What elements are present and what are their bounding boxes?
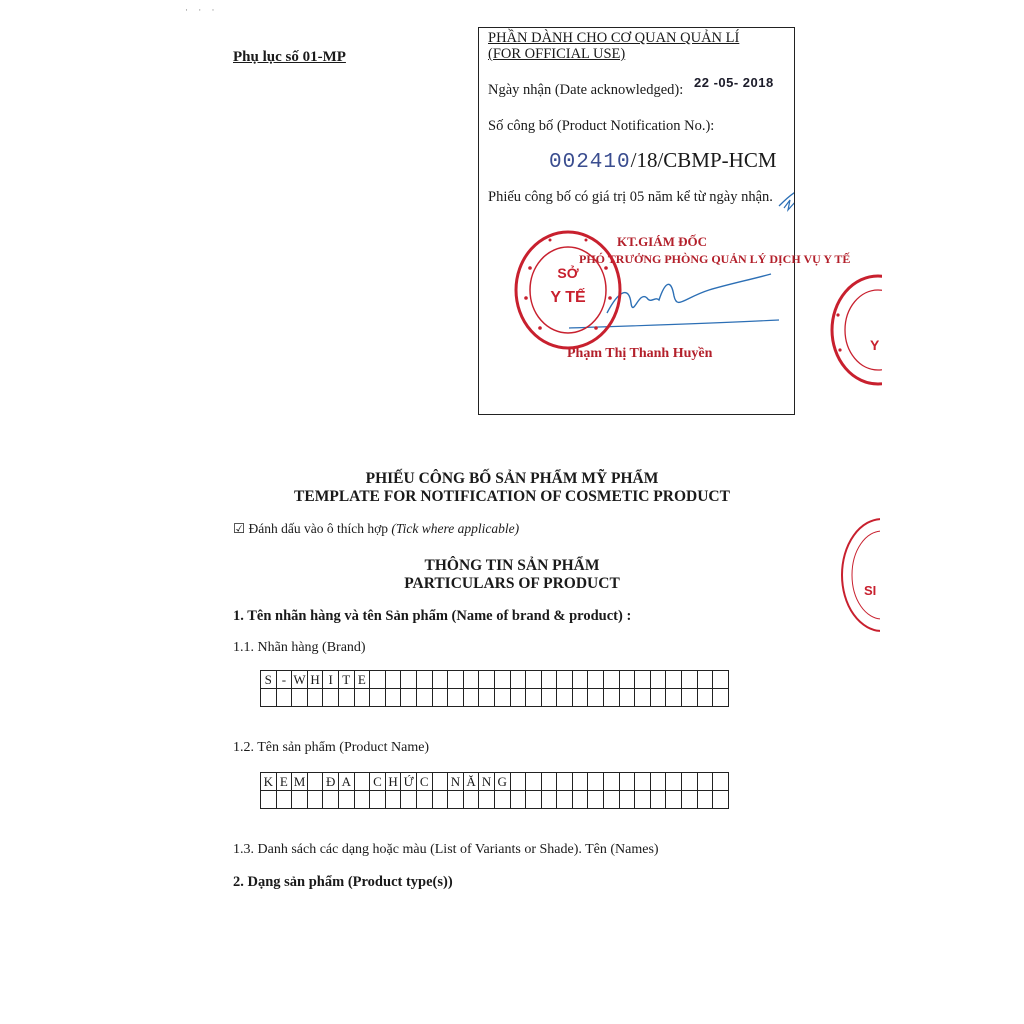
grid-cell bbox=[479, 671, 495, 689]
grid-cell bbox=[526, 671, 542, 689]
grid-cell: T bbox=[338, 671, 354, 689]
grid-cell bbox=[619, 791, 635, 809]
grid-cell bbox=[494, 689, 510, 707]
grid-cell: A bbox=[338, 773, 354, 791]
grid-cell bbox=[526, 773, 542, 791]
title-vietnamese: PHIẾU CÔNG BỐ SẢN PHẨM MỸ PHẨM bbox=[365, 470, 659, 487]
grid-cell bbox=[385, 671, 401, 689]
grid-cell bbox=[354, 791, 370, 809]
date-acknowledged-value: 22 -05- 2018 bbox=[694, 75, 774, 90]
item-1-1-label: 1.1. Nhãn hàng (Brand) bbox=[233, 640, 366, 655]
grid-cell: C bbox=[370, 773, 386, 791]
grid-cell bbox=[307, 773, 323, 791]
grid-cell bbox=[541, 791, 557, 809]
grid-cell bbox=[666, 791, 682, 809]
grid-cell bbox=[370, 689, 386, 707]
grid-cell bbox=[448, 671, 464, 689]
grid-cell bbox=[713, 671, 729, 689]
grid-cell bbox=[557, 671, 573, 689]
signer-title-2: PHÓ TRƯỞNG PHÒNG QUẢN LÝ DỊCH VỤ Y TẾ bbox=[579, 252, 851, 266]
appendix-label: Phụ lục số 01-MP bbox=[233, 49, 346, 65]
svg-text:Y: Y bbox=[870, 337, 880, 353]
grid-cell: Ă bbox=[463, 773, 479, 791]
signer-name: Phạm Thị Thanh Huyền bbox=[567, 346, 713, 361]
official-heading-vn: PHẦN DÀNH CHO CƠ QUAN QUẢN LÍ bbox=[488, 30, 740, 46]
seal-center-line-1: SỞ bbox=[557, 265, 579, 281]
official-red-seal bbox=[510, 228, 630, 358]
grid-cell: H bbox=[385, 773, 401, 791]
grid-cell bbox=[682, 689, 698, 707]
grid-cell bbox=[557, 773, 573, 791]
grid-cell bbox=[510, 773, 526, 791]
grid-cell bbox=[261, 689, 277, 707]
grid-row bbox=[261, 773, 729, 791]
grid-cell: K bbox=[261, 773, 277, 791]
grid-cell: G bbox=[494, 773, 510, 791]
grid-cell bbox=[401, 791, 417, 809]
grid-cell bbox=[635, 791, 651, 809]
grid-cell bbox=[354, 689, 370, 707]
notification-number-stamped: 002410 bbox=[549, 151, 631, 174]
grid-cell bbox=[479, 689, 495, 707]
grid-cell bbox=[697, 689, 713, 707]
grid-cell bbox=[619, 689, 635, 707]
validity-note: Phiếu công bố có giá trị 05 năm kể từ ngày nhận. bbox=[488, 189, 773, 205]
grid-row bbox=[261, 689, 729, 707]
grid-cell bbox=[619, 671, 635, 689]
grid-cell: M bbox=[292, 773, 308, 791]
grid-cell bbox=[276, 791, 292, 809]
grid-cell bbox=[432, 671, 448, 689]
grid-cell bbox=[666, 773, 682, 791]
grid-cell bbox=[557, 689, 573, 707]
grid-cell bbox=[401, 689, 417, 707]
grid-cell bbox=[494, 671, 510, 689]
grid-cell bbox=[666, 689, 682, 707]
grid-cell: N bbox=[479, 773, 495, 791]
grid-cell bbox=[385, 689, 401, 707]
tick-note bbox=[233, 521, 519, 537]
grid-cell: - bbox=[276, 671, 292, 689]
grid-cell bbox=[697, 773, 713, 791]
grid-cell bbox=[416, 689, 432, 707]
grid-cell bbox=[572, 773, 588, 791]
particulars-vietnamese: THÔNG TIN SẢN PHẨM bbox=[424, 557, 600, 574]
grid-cell bbox=[479, 791, 495, 809]
grid-cell bbox=[635, 689, 651, 707]
grid-cell bbox=[666, 671, 682, 689]
partial-seal-right bbox=[826, 270, 882, 390]
item-1-2-label: 1.2. Tên sản phẩm (Product Name) bbox=[233, 740, 430, 755]
grid-cell bbox=[510, 671, 526, 689]
grid-cell bbox=[276, 689, 292, 707]
grid-cell bbox=[432, 773, 448, 791]
grid-cell bbox=[697, 671, 713, 689]
grid-cell bbox=[370, 671, 386, 689]
grid-cell bbox=[604, 689, 620, 707]
grid-cell bbox=[401, 671, 417, 689]
grid-cell bbox=[432, 689, 448, 707]
grid-cell bbox=[510, 791, 526, 809]
grid-cell bbox=[650, 671, 666, 689]
grid-cell bbox=[338, 791, 354, 809]
grid-cell bbox=[572, 671, 588, 689]
section-2-heading: 2. Dạng sản phẩm (Product type(s)) bbox=[233, 874, 453, 890]
grid-cell bbox=[385, 791, 401, 809]
grid-row bbox=[261, 791, 729, 809]
grid-cell bbox=[416, 791, 432, 809]
grid-cell bbox=[588, 671, 604, 689]
grid-cell bbox=[354, 773, 370, 791]
grid-cell bbox=[510, 689, 526, 707]
grid-cell bbox=[604, 773, 620, 791]
grid-cell bbox=[526, 791, 542, 809]
grid-cell bbox=[713, 791, 729, 809]
grid-cell: E bbox=[276, 773, 292, 791]
grid-cell bbox=[682, 671, 698, 689]
grid-cell bbox=[682, 791, 698, 809]
grid-cell bbox=[448, 689, 464, 707]
grid-cell bbox=[713, 689, 729, 707]
scan-specks: · · · bbox=[185, 5, 219, 15]
grid-cell bbox=[292, 689, 308, 707]
grid-cell bbox=[323, 689, 339, 707]
section-1-heading: 1. Tên nhãn hàng và tên Sản phẩm (Name of brand & product) : bbox=[233, 608, 632, 624]
grid-cell bbox=[557, 791, 573, 809]
grid-cell bbox=[572, 791, 588, 809]
grid-cell: S bbox=[261, 671, 277, 689]
grid-cell bbox=[588, 773, 604, 791]
notification-number-label: Số công bố (Product Notification No.): bbox=[488, 118, 715, 134]
grid-cell bbox=[682, 773, 698, 791]
grid-cell bbox=[261, 791, 277, 809]
grid-cell bbox=[463, 671, 479, 689]
grid-cell: W bbox=[293, 672, 306, 687]
grid-cell bbox=[697, 791, 713, 809]
grid-cell bbox=[604, 671, 620, 689]
signer-title-1: KT.GIÁM ĐỐC bbox=[617, 234, 708, 249]
grid-cell bbox=[463, 689, 479, 707]
grid-cell bbox=[635, 773, 651, 791]
grid-cell: N bbox=[448, 773, 464, 791]
grid-cell bbox=[604, 791, 620, 809]
grid-cell bbox=[432, 791, 448, 809]
grid-cell bbox=[619, 773, 635, 791]
grid-row bbox=[261, 671, 729, 689]
grid-cell bbox=[448, 791, 464, 809]
grid-cell bbox=[541, 689, 557, 707]
grid-cell: Đ bbox=[323, 773, 339, 791]
seal-center-line-2: Y TẾ bbox=[550, 289, 586, 306]
grid-cell: Ứ bbox=[401, 773, 417, 791]
grid-cell: H bbox=[307, 671, 323, 689]
grid-cell bbox=[292, 791, 308, 809]
grid-cell bbox=[370, 791, 386, 809]
grid-cell: I bbox=[323, 671, 339, 689]
particulars-english: PARTICULARS OF PRODUCT bbox=[404, 575, 620, 592]
notification-number-suffix: /18/CBMP-HCM bbox=[630, 148, 777, 172]
grid-cell bbox=[588, 689, 604, 707]
svg-text:SI: SI bbox=[864, 583, 877, 598]
grid-cell bbox=[713, 773, 729, 791]
product-name-grid bbox=[260, 772, 729, 809]
title-english: TEMPLATE FOR NOTIFICATION OF COSMETIC PRODUCT bbox=[294, 488, 730, 505]
grid-cell bbox=[416, 671, 432, 689]
grid-cell bbox=[541, 773, 557, 791]
grid-cell bbox=[650, 791, 666, 809]
tick-note-en: (Tick where applicable) bbox=[391, 521, 520, 536]
grid-cell bbox=[541, 671, 557, 689]
grid-cell bbox=[494, 791, 510, 809]
grid-cell bbox=[588, 791, 604, 809]
grid-cell bbox=[463, 791, 479, 809]
tick-note-vn: ☑ Đánh dấu vào ô thích hợp bbox=[233, 521, 388, 536]
grid-cell bbox=[338, 689, 354, 707]
grid-cell: E bbox=[354, 671, 370, 689]
grid-cell bbox=[307, 791, 323, 809]
grid-cell bbox=[323, 791, 339, 809]
item-1-3-label: 1.3. Danh sách các dạng hoặc màu (List of Variants or Shade). Tên (Names) bbox=[233, 842, 659, 857]
grid-cell bbox=[650, 689, 666, 707]
grid-cell: C bbox=[416, 773, 432, 791]
grid-cell bbox=[572, 689, 588, 707]
grid-cell bbox=[526, 689, 542, 707]
grid-cell bbox=[650, 773, 666, 791]
date-acknowledged-label: Ngày nhận (Date acknowledged): bbox=[488, 82, 684, 98]
brand-grid bbox=[260, 670, 729, 707]
grid-cell bbox=[635, 671, 651, 689]
official-heading-en: (FOR OFFICIAL USE) bbox=[488, 46, 626, 62]
grid-cell bbox=[307, 689, 323, 707]
